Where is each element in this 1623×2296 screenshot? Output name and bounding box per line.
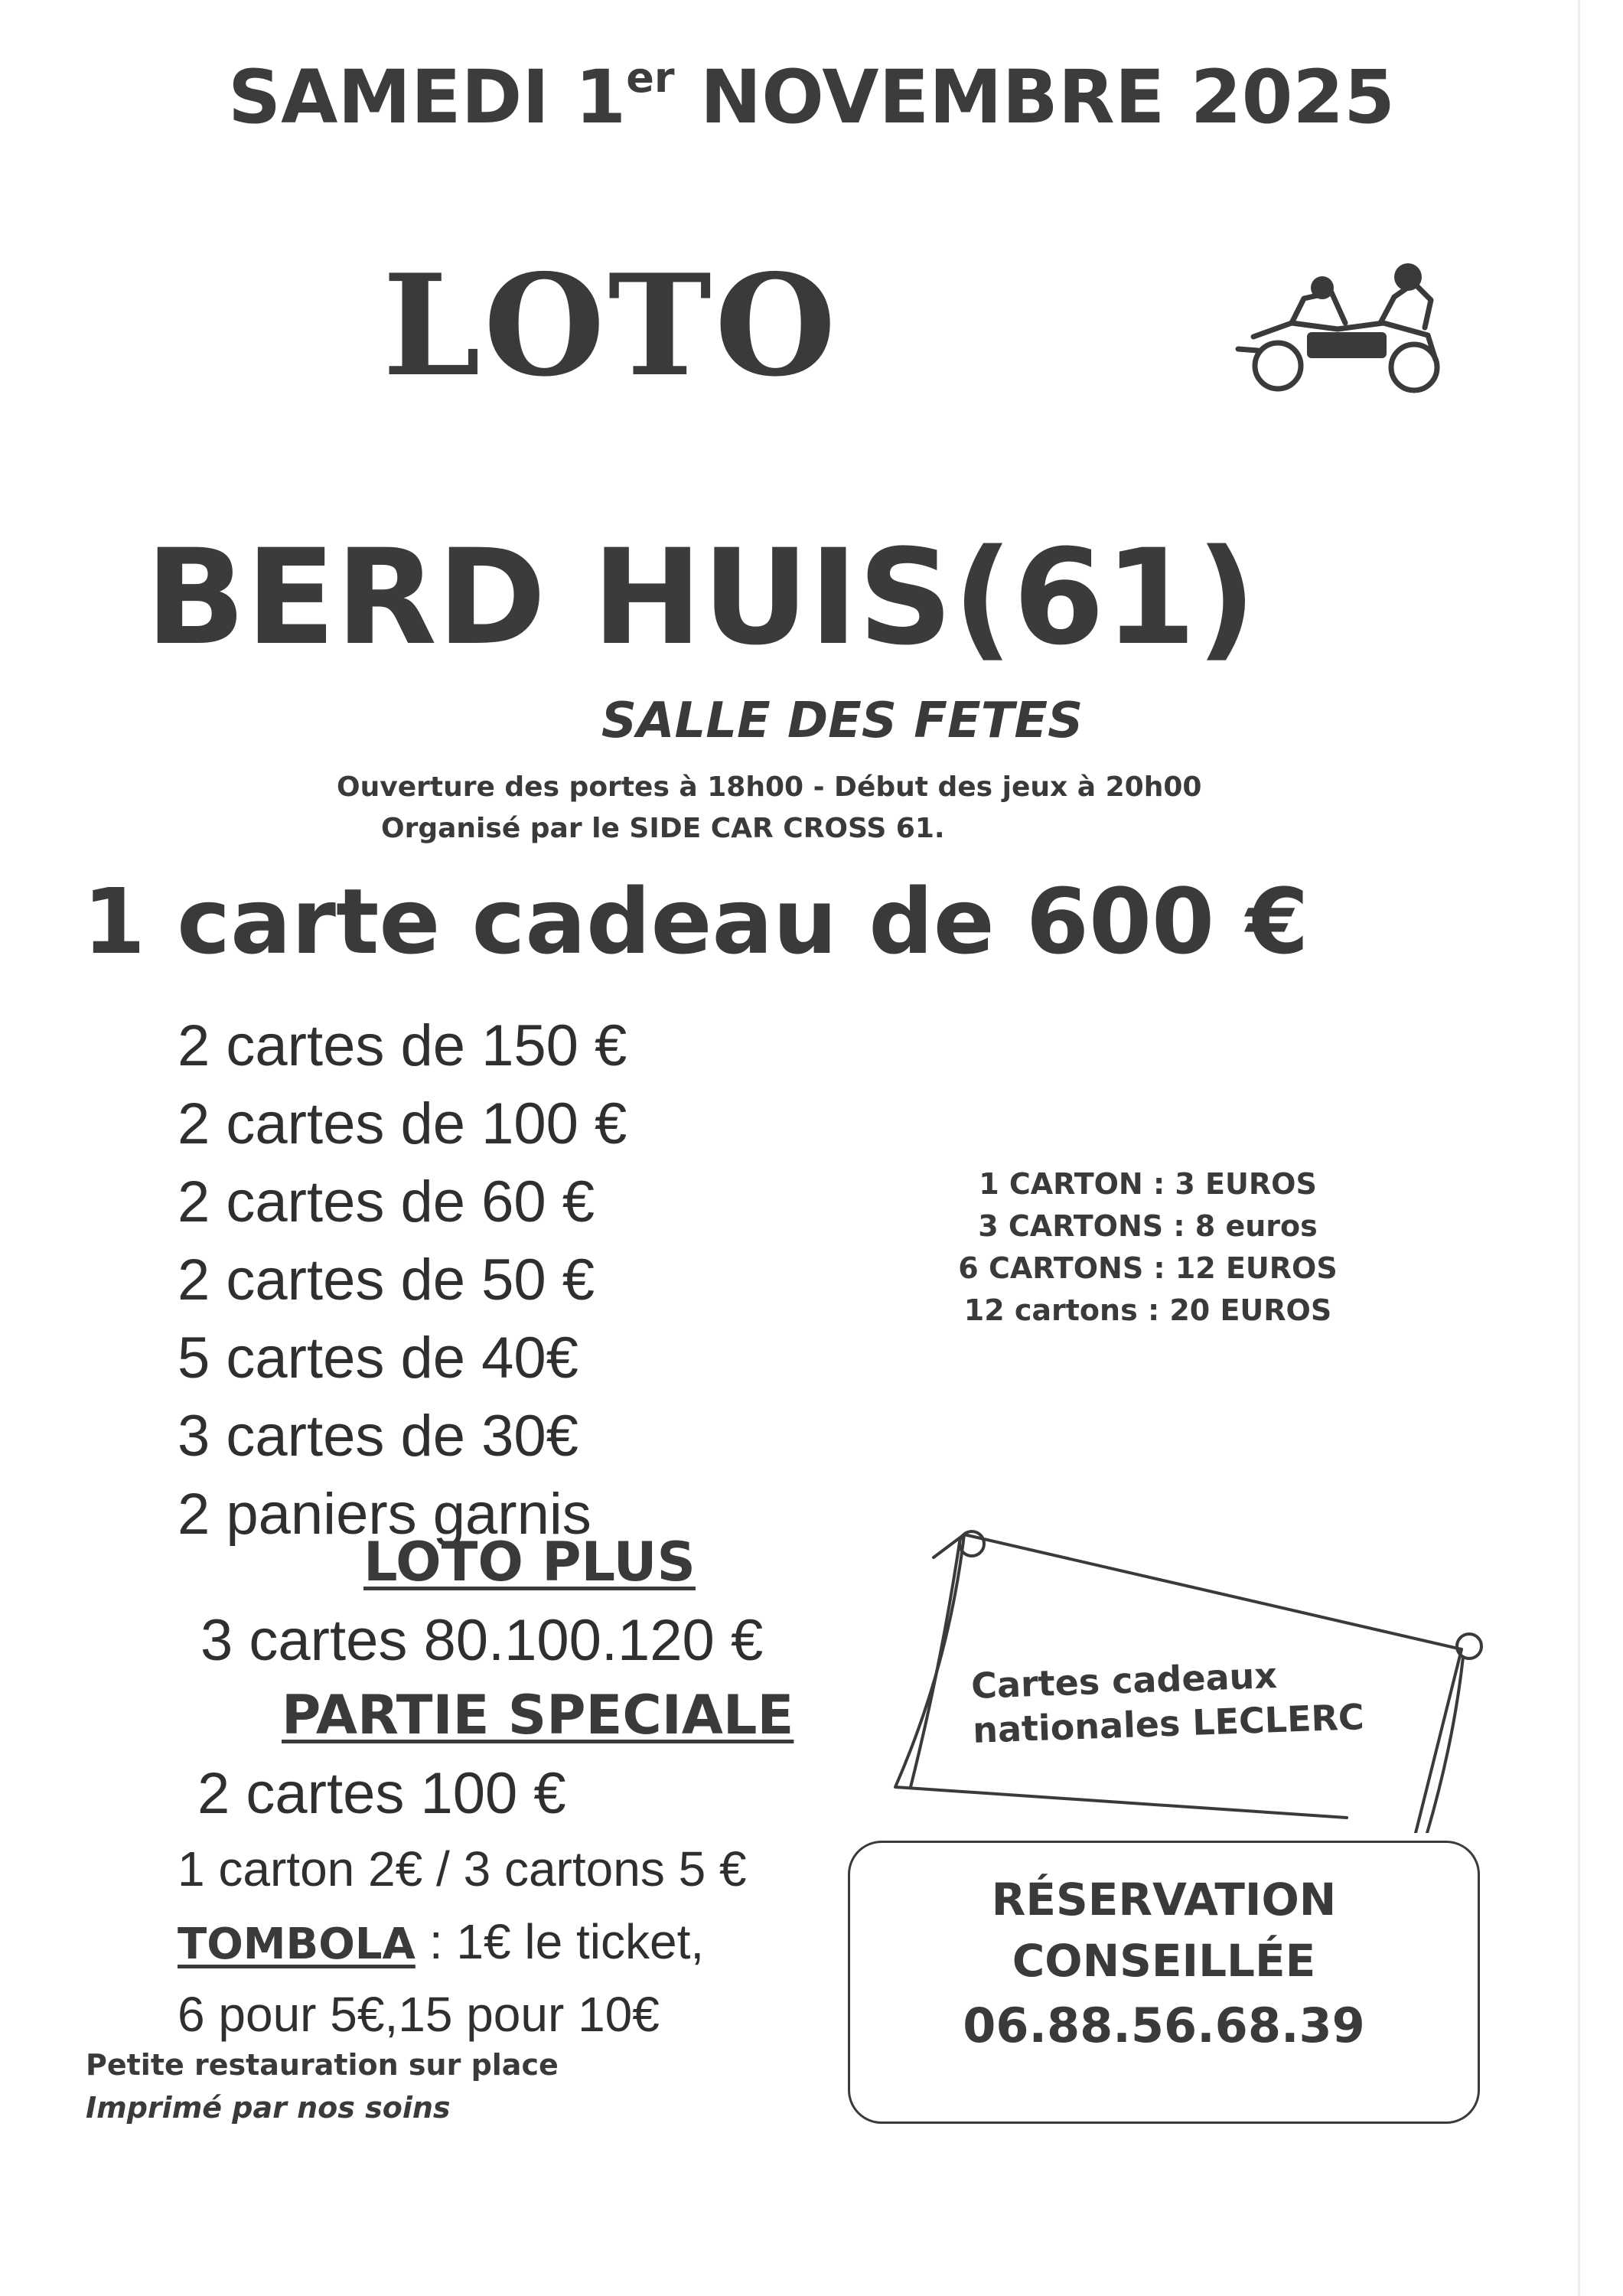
prize-item: 2 cartes de 100 €: [178, 1091, 627, 1156]
reservation-box: [848, 1841, 1480, 2124]
prize-item: 3 cartes de 30€: [178, 1404, 578, 1469]
reservation-title: RÉSERVATION: [991, 1874, 1337, 1926]
tombola-price: : 1€ le ticket,: [429, 1914, 705, 1969]
reservation-subtitle: CONSEILLÉE: [1012, 1935, 1316, 1987]
event-title: LOTO: [383, 243, 839, 407]
tombola-title: TOMBOLA: [178, 1919, 416, 1969]
prize-list: [178, 1007, 627, 1554]
prize-item: 5 cartes de 40€: [178, 1326, 578, 1391]
main-prize: 1 carte cadeau de 600 €: [83, 869, 1309, 974]
scroll-line: Cartes cadeaux: [970, 1655, 1278, 1707]
venue-name: SALLE DES FETES: [601, 693, 1084, 749]
sidecar-racing-icon: [1230, 253, 1460, 406]
tombola-offer: 6 pour 5€,15 pour 10€: [178, 1987, 660, 2042]
pricing-item: 3 CARTONS : 8 euros: [978, 1209, 1318, 1243]
organizer: Organisé par le SIDE CAR CROSS 61.: [381, 813, 945, 844]
pricing-list: [941, 1163, 1354, 1332]
food-notice: Petite restauration sur place: [86, 2048, 559, 2082]
partie-speciale-title: PARTIE SPECIALE: [282, 1684, 794, 1746]
town-name: BERD HUIS(61): [145, 520, 1256, 674]
opening-hours: Ouverture des portes à 18h00 - Début des jeux à 20h00: [337, 771, 1202, 803]
reservation-phone: 06.88.56.68.39: [963, 1998, 1365, 2053]
prize-item: 2 paniers garnis: [178, 1482, 592, 1547]
loto-plus-prizes: 3 cartes 80.100.120 €: [200, 1608, 764, 1673]
printed-notice: Imprimé par nos soins: [86, 2091, 451, 2125]
event-date: SAMEDI 1er NOVEMBRE 2025: [228, 54, 1395, 140]
partie-speciale-price: 1 carton 2€ / 3 cartons 5 €: [178, 1841, 747, 1896]
loto-plus-title: LOTO PLUS: [363, 1531, 696, 1593]
prize-item: 2 cartes de 60 €: [178, 1169, 595, 1234]
pricing-item: 1 CARTON : 3 EUROS: [979, 1167, 1317, 1201]
scroll-line: nationales LECLERC: [972, 1696, 1365, 1751]
scroll-label: [970, 1650, 1364, 1753]
partie-speciale-prizes: 2 cartes 100 €: [197, 1761, 566, 1826]
pricing-item: 12 cartons : 20 EUROS: [963, 1293, 1332, 1327]
tombola-line: [178, 1913, 704, 1970]
scan-edge: [1578, 0, 1580, 2296]
prize-item: 2 cartes de 150 €: [178, 1013, 627, 1078]
pricing-item: 6 CARTONS : 12 EUROS: [958, 1251, 1338, 1285]
prize-item: 2 cartes de 50 €: [178, 1247, 595, 1313]
